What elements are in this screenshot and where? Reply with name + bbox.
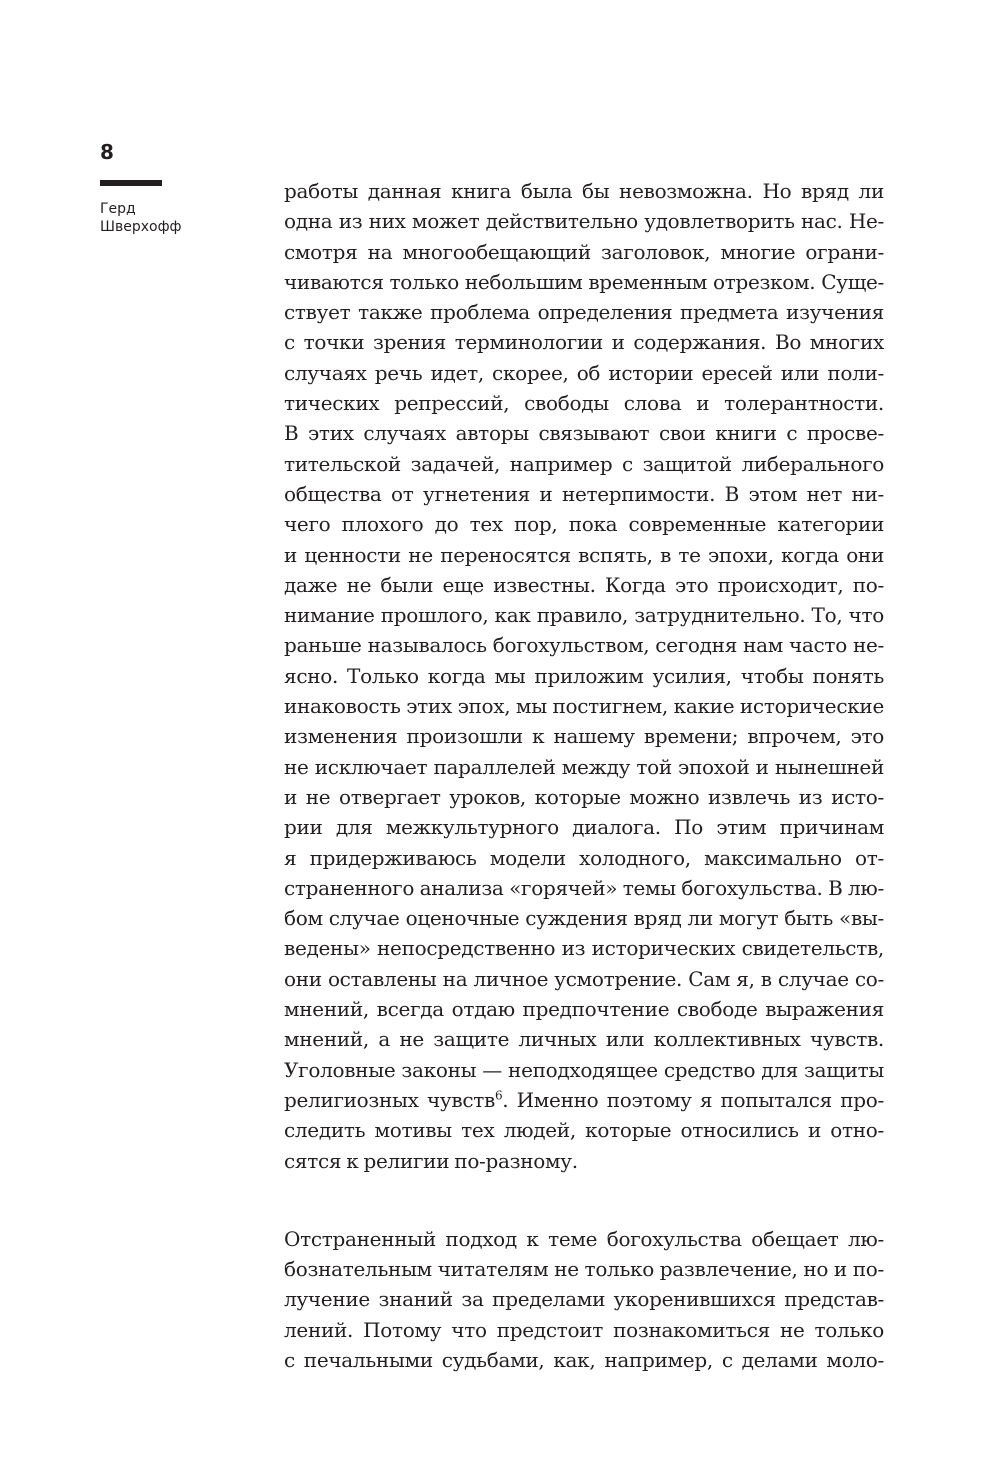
text-line: я придерживаюсь модели холодного, максимально от-: [284, 845, 884, 870]
text-line: случаях речь идет, скорее, об истории ересей или поли-: [284, 360, 884, 385]
text-line: рии для межкультурного диалога. По этим причинам: [284, 815, 884, 840]
text-line: мнений, а не защите личных или коллективных чувств.: [284, 1027, 884, 1052]
text-line: и не отвергает уроков, которые можно извлечь из исто-: [284, 784, 884, 809]
text-line: одна из них может действительно удовлетворить нас. Не-: [284, 209, 884, 234]
text-line: чего плохого до тех пор, пока современные категории: [284, 512, 884, 537]
text-line: следить мотивы тех людей, которые относились и отно-: [284, 1118, 884, 1143]
paragraph-1-end: [284, 1115, 884, 1176]
footnote-reference[interactable]: 6: [494, 1088, 503, 1103]
text-line: бом случае оценочные суждения вряд ли могут быть «вы-: [284, 906, 884, 931]
text-line: раньше называлось богохульством, сегодня нам часто не-: [284, 633, 884, 658]
footnote-line-before: религиозных чувств: [284, 1087, 495, 1112]
text-line: с печальными судьбами, как, например, с делами моло-: [284, 1347, 884, 1372]
text-line: инаковость этих эпох, мы постигнем, какие исторические: [284, 694, 884, 719]
text-line: мнений, всегда отдаю предпочтение свободе выражения: [284, 997, 884, 1022]
text-line: даже не были еще известны. Когда это происходит, по-: [284, 572, 884, 597]
paragraph-1-footnote-line: [284, 1085, 884, 1115]
text-line: чиваются только небольшим временным отрезком. Суще-: [284, 269, 884, 294]
paragraph-2: [284, 1224, 884, 1375]
text-line: тительской задачей, например с защитой либерального: [284, 451, 884, 476]
author-first-name: Герд: [100, 201, 136, 217]
author-last-name: Шверхофф: [100, 219, 182, 235]
text-line: они оставлены на личное усмотрение. Сам я, в случае со-: [284, 966, 884, 991]
text-line: и ценности не переносятся вспять, в те эпохи, когда они: [284, 542, 884, 567]
header-rule: [100, 180, 162, 186]
running-head-author: [100, 200, 182, 236]
text-line: не исключает параллелей между той эпохой и нынешней: [284, 754, 884, 779]
page-number: 8: [100, 140, 114, 164]
text-line: лений. Потому что предстоит познакомиться не только: [284, 1317, 884, 1342]
text-line: ясно. Только когда мы приложим усилия, чтобы понять: [284, 663, 884, 688]
text-line: страненного анализа «горячей» темы богохульства. В лю-: [284, 875, 884, 900]
text-line: Уголовные законы — неподходящее средство для защиты: [284, 1057, 884, 1082]
text-line: ведены» непосредственно из исторических свидетельств,: [284, 936, 884, 961]
body-text: [284, 176, 884, 1375]
text-line: работы данная книга была бы невозможна. Но вряд ли: [284, 179, 884, 203]
footnote-line-after: . Именно поэтому я попытался про-: [502, 1087, 884, 1112]
text-line: общества от угнетения и нетерпимости. В этом нет ни-: [284, 481, 884, 506]
text-line: тических репрессий, свободы слова и толерантности.: [284, 391, 884, 416]
text-line: Отстраненный подход к теме богохульства обещает лю-: [284, 1226, 884, 1251]
text-line: сятся к религии по-разному.: [284, 1148, 578, 1173]
text-line: смотря на многообещающий заголовок, многие ограни-: [284, 239, 884, 264]
text-line: изменения произошли к нашему времени; впрочем, это: [284, 724, 884, 749]
text-line: ствует также проблема определения предмета изучения: [284, 300, 884, 325]
text-line: лучение знаний за пределами укоренившихся представ-: [284, 1287, 884, 1312]
paragraph-gap: [284, 1176, 884, 1224]
text-line: нимание прошлого, как правило, затруднительно. То, что: [284, 603, 884, 628]
paragraph-1: [284, 176, 884, 1085]
text-line: В этих случаях авторы связывают свои книги с просве-: [284, 421, 884, 446]
text-line: с точки зрения терминологии и содержания. Во многих: [284, 330, 884, 355]
text-line: бознательным читателям не только развлечение, но и по-: [284, 1257, 884, 1282]
